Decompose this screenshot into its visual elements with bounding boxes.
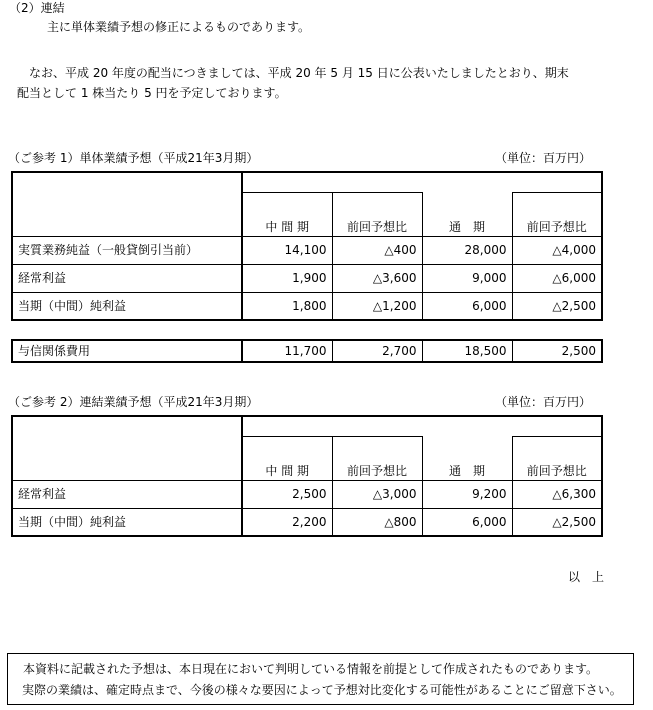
cell-value: 2,500 xyxy=(242,480,332,508)
cell-value: △6,000 xyxy=(512,264,602,292)
table-row xyxy=(12,480,602,508)
ref2-col-interim-vs-prev: 前回予想比 xyxy=(332,436,422,480)
row-label: 経常利益 xyxy=(12,480,242,508)
table-row xyxy=(12,236,602,264)
row-label: 当期（中間）純利益 xyxy=(12,292,242,320)
row-label: 実質業務純益（一般貸倒引当前） xyxy=(12,236,242,264)
disclaimer-line2: 実際の業績は、確定時点まで、今後の様々な要因によって予想対比変化する可能性があることにご留意下さい。 xyxy=(22,683,622,697)
ref1-col-interim-vs-prev: 前回予想比 xyxy=(332,192,422,236)
cell-value: △400 xyxy=(332,236,422,264)
row-label: 経常利益 xyxy=(12,264,242,292)
ref2-col-fullyear: 通 期 xyxy=(422,436,512,480)
ref1-header-spacer-a xyxy=(242,172,422,192)
ref2-unit: （単位：百万円） xyxy=(495,395,592,409)
ref2-forecast-table xyxy=(11,415,603,537)
ref2-header-spacer-a xyxy=(242,416,422,436)
closing-mark: 以 上 xyxy=(568,570,605,584)
cell-value: 2,500 xyxy=(512,340,602,362)
cell-value: 2,200 xyxy=(242,508,332,536)
cell-value: 9,000 xyxy=(422,264,512,292)
cell-value: 18,500 xyxy=(422,340,512,362)
cell-value: 6,000 xyxy=(422,508,512,536)
dividend-paragraph-line1: なお、平成 20 年度の配当につきましては、平成 20 年 5 月 15 日に公表いたしましたとおり、期末 xyxy=(29,66,569,80)
cell-value: 1,900 xyxy=(242,264,332,292)
summary-paragraph: 主に単体業績予想の修正によるものであります。 xyxy=(47,20,311,34)
table-row xyxy=(12,292,602,320)
ref1-header-blank xyxy=(12,172,242,236)
cell-value: △3,000 xyxy=(332,480,422,508)
cell-value: 14,100 xyxy=(242,236,332,264)
ref1-col-fullyear: 通 期 xyxy=(422,192,512,236)
cell-value: 28,000 xyxy=(422,236,512,264)
cell-value: 1,800 xyxy=(242,292,332,320)
ref1-credit-cost-table xyxy=(11,339,603,363)
cell-value: △6,300 xyxy=(512,480,602,508)
disclaimer-box xyxy=(7,653,634,705)
dividend-paragraph-line2: 配当として 1 株当たり 5 円を予定しております。 xyxy=(17,86,287,100)
cell-value: 9,200 xyxy=(422,480,512,508)
cell-value: 11,700 xyxy=(242,340,332,362)
ref1-col-fullyear-vs-prev: 前回予想比 xyxy=(512,192,602,236)
ref2-header-blank xyxy=(12,416,242,480)
ref2-col-fullyear-vs-prev: 前回予想比 xyxy=(512,436,602,480)
cell-value: △4,000 xyxy=(512,236,602,264)
row-label: 与信関係費用 xyxy=(18,344,91,358)
ref1-col-interim: 中 間 期 xyxy=(242,192,332,236)
cell-value: 2,700 xyxy=(332,340,422,362)
disclaimer-line1: 本資料に記載された予想は、本日現在において判明している情報を前提として作成されたものであります。 xyxy=(23,662,599,676)
ref1-title: （ご参考 1）単体業績予想（平成21年3月期） xyxy=(8,151,259,165)
cell-value: △800 xyxy=(332,508,422,536)
cell-value: △3,600 xyxy=(332,264,422,292)
cell-value: 6,000 xyxy=(422,292,512,320)
ref2-col-interim: 中 間 期 xyxy=(242,436,332,480)
table-row xyxy=(12,508,602,536)
ref1-unit: （単位：百万円） xyxy=(495,151,592,165)
ref1-forecast-table xyxy=(11,171,603,321)
ref2-title: （ご参考 2）連結業績予想（平成21年3月期） xyxy=(8,395,259,409)
table-row xyxy=(12,340,602,362)
row-label: 当期（中間）純利益 xyxy=(12,508,242,536)
table-row xyxy=(12,264,602,292)
cell-value: △2,500 xyxy=(512,292,602,320)
ref1-header-spacer-b xyxy=(422,172,602,192)
section-heading: （2）連結 xyxy=(9,1,65,15)
cell-value: △2,500 xyxy=(512,508,602,536)
cell-value: △1,200 xyxy=(332,292,422,320)
ref2-header-spacer-b xyxy=(422,416,602,436)
